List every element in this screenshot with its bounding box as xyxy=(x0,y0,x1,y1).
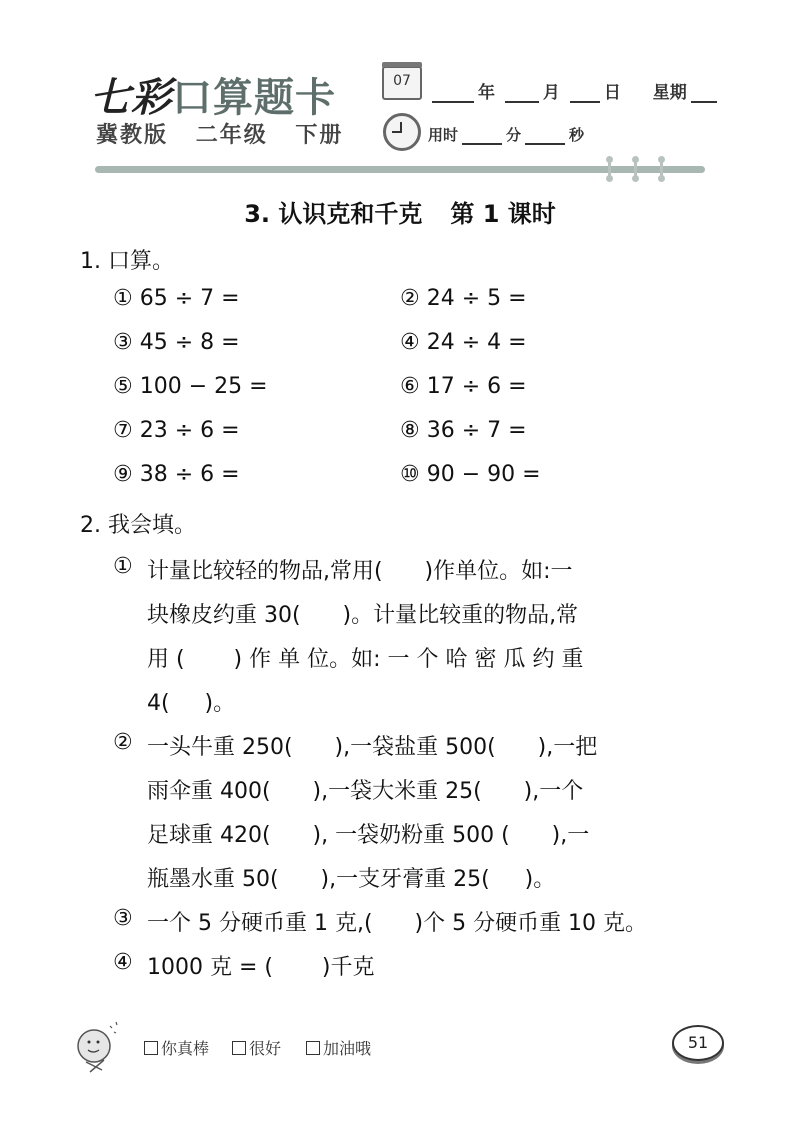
calc-item-7: ⑦ 23 ÷ 6 = xyxy=(113,418,240,443)
calc-item-3: ③ 45 ÷ 8 = xyxy=(113,330,240,355)
fill-q1-line: 计量比较轻的物品,常用( )作单位。如:一 xyxy=(147,559,573,584)
weekday-label: 星期 xyxy=(652,83,687,103)
rating-option-great[interactable]: 你真棒 xyxy=(144,1036,209,1059)
edition-label: 冀教版 xyxy=(96,123,169,148)
calc-item-2: ② 24 ÷ 5 = xyxy=(400,286,527,311)
section2-heading: 2. 我会填。 xyxy=(80,513,196,538)
volume-label: 下册 xyxy=(295,123,344,148)
fill-q2-mark: ② xyxy=(113,730,133,755)
calc-item-8: ⑧ 36 ÷ 7 = xyxy=(400,418,527,443)
fill-q3-mark: ③ xyxy=(113,906,133,931)
lesson-period: 第 1 课时 xyxy=(450,200,556,228)
logo-main: 口算题卡 xyxy=(172,74,336,121)
seconds-label: 秒 xyxy=(569,126,585,144)
checkbox[interactable] xyxy=(232,1041,246,1055)
month-blank[interactable] xyxy=(505,87,539,103)
year-label: 年 xyxy=(478,83,495,103)
header-divider-bar xyxy=(95,166,705,173)
weekday-blank[interactable] xyxy=(691,87,717,103)
checkbox[interactable] xyxy=(306,1041,320,1055)
rating-option-keep-going[interactable]: 加油哦 xyxy=(306,1036,371,1059)
day-label: 日 xyxy=(603,83,621,103)
logo-prefix: 七彩 xyxy=(90,74,172,121)
fill-q1-line: 4( )。 xyxy=(147,691,236,716)
time-used-fields xyxy=(428,124,584,145)
alarm-clock-icon xyxy=(383,113,421,151)
calc-item-1: ① 65 ÷ 7 = xyxy=(113,286,240,311)
day-blank[interactable] xyxy=(570,87,600,103)
calc-item-5: ⑤ 100 − 25 = xyxy=(113,374,268,399)
grade-label: 二年级 xyxy=(195,123,268,148)
brand-logo xyxy=(90,66,336,123)
calendar-icon xyxy=(382,66,422,100)
page-number: 51 xyxy=(672,1025,724,1061)
month-label: 月 xyxy=(542,83,560,103)
minutes-label: 分 xyxy=(506,126,522,144)
calendar-day: 07 xyxy=(393,73,411,89)
seconds-blank[interactable] xyxy=(525,129,565,145)
fill-q3-text: 一个 5 分硬币重 1 克,( )个 5 分硬币重 10 克。 xyxy=(147,911,648,936)
fill-q1-line: 块橡皮约重 30( )。计量比较重的物品,常 xyxy=(147,603,579,628)
calc-item-10: ⑩ 90 − 90 = xyxy=(400,462,541,487)
calc-item-9: ⑨ 38 ÷ 6 = xyxy=(113,462,240,487)
lesson-name: 3. 认识克和千克 xyxy=(244,200,423,228)
date-fields xyxy=(428,78,721,103)
minutes-blank[interactable] xyxy=(462,129,502,145)
mascot-icon xyxy=(72,1020,126,1080)
fill-q2-line: 雨伞重 400( ),一袋大米重 25( ),一个 xyxy=(147,779,584,804)
fill-q2-line: 足球重 420( ), 一袋奶粉重 500 ( ),一 xyxy=(147,823,590,848)
fill-q4-text: 1000 克 = ( )千克 xyxy=(147,955,375,980)
fill-q1-line: 用 ( ) 作 单 位。如: 一 个 哈 密 瓜 约 重 xyxy=(147,647,584,672)
rating-option-good[interactable]: 很好 xyxy=(232,1036,281,1059)
checkbox[interactable] xyxy=(144,1041,158,1055)
fill-q2-line: 一头牛重 250( ),一袋盐重 500( ),一把 xyxy=(147,735,598,760)
binder-pin-icon xyxy=(608,158,611,180)
calc-item-6: ⑥ 17 ÷ 6 = xyxy=(400,374,527,399)
year-blank[interactable] xyxy=(432,87,474,103)
fill-q2-line: 瓶墨水重 50( ),一支牙膏重 25( )。 xyxy=(147,867,556,892)
section1-heading: 1. 口算。 xyxy=(80,249,174,274)
time-used-label: 用时 xyxy=(428,126,459,144)
book-subtitle xyxy=(96,118,361,149)
fill-q4-mark: ④ xyxy=(113,950,133,975)
calc-item-4: ④ 24 ÷ 4 = xyxy=(400,330,527,355)
fill-q1-mark: ① xyxy=(113,554,133,579)
binder-pin-icon xyxy=(634,158,637,180)
lesson-title xyxy=(0,194,800,229)
binder-pin-icon xyxy=(660,158,663,180)
